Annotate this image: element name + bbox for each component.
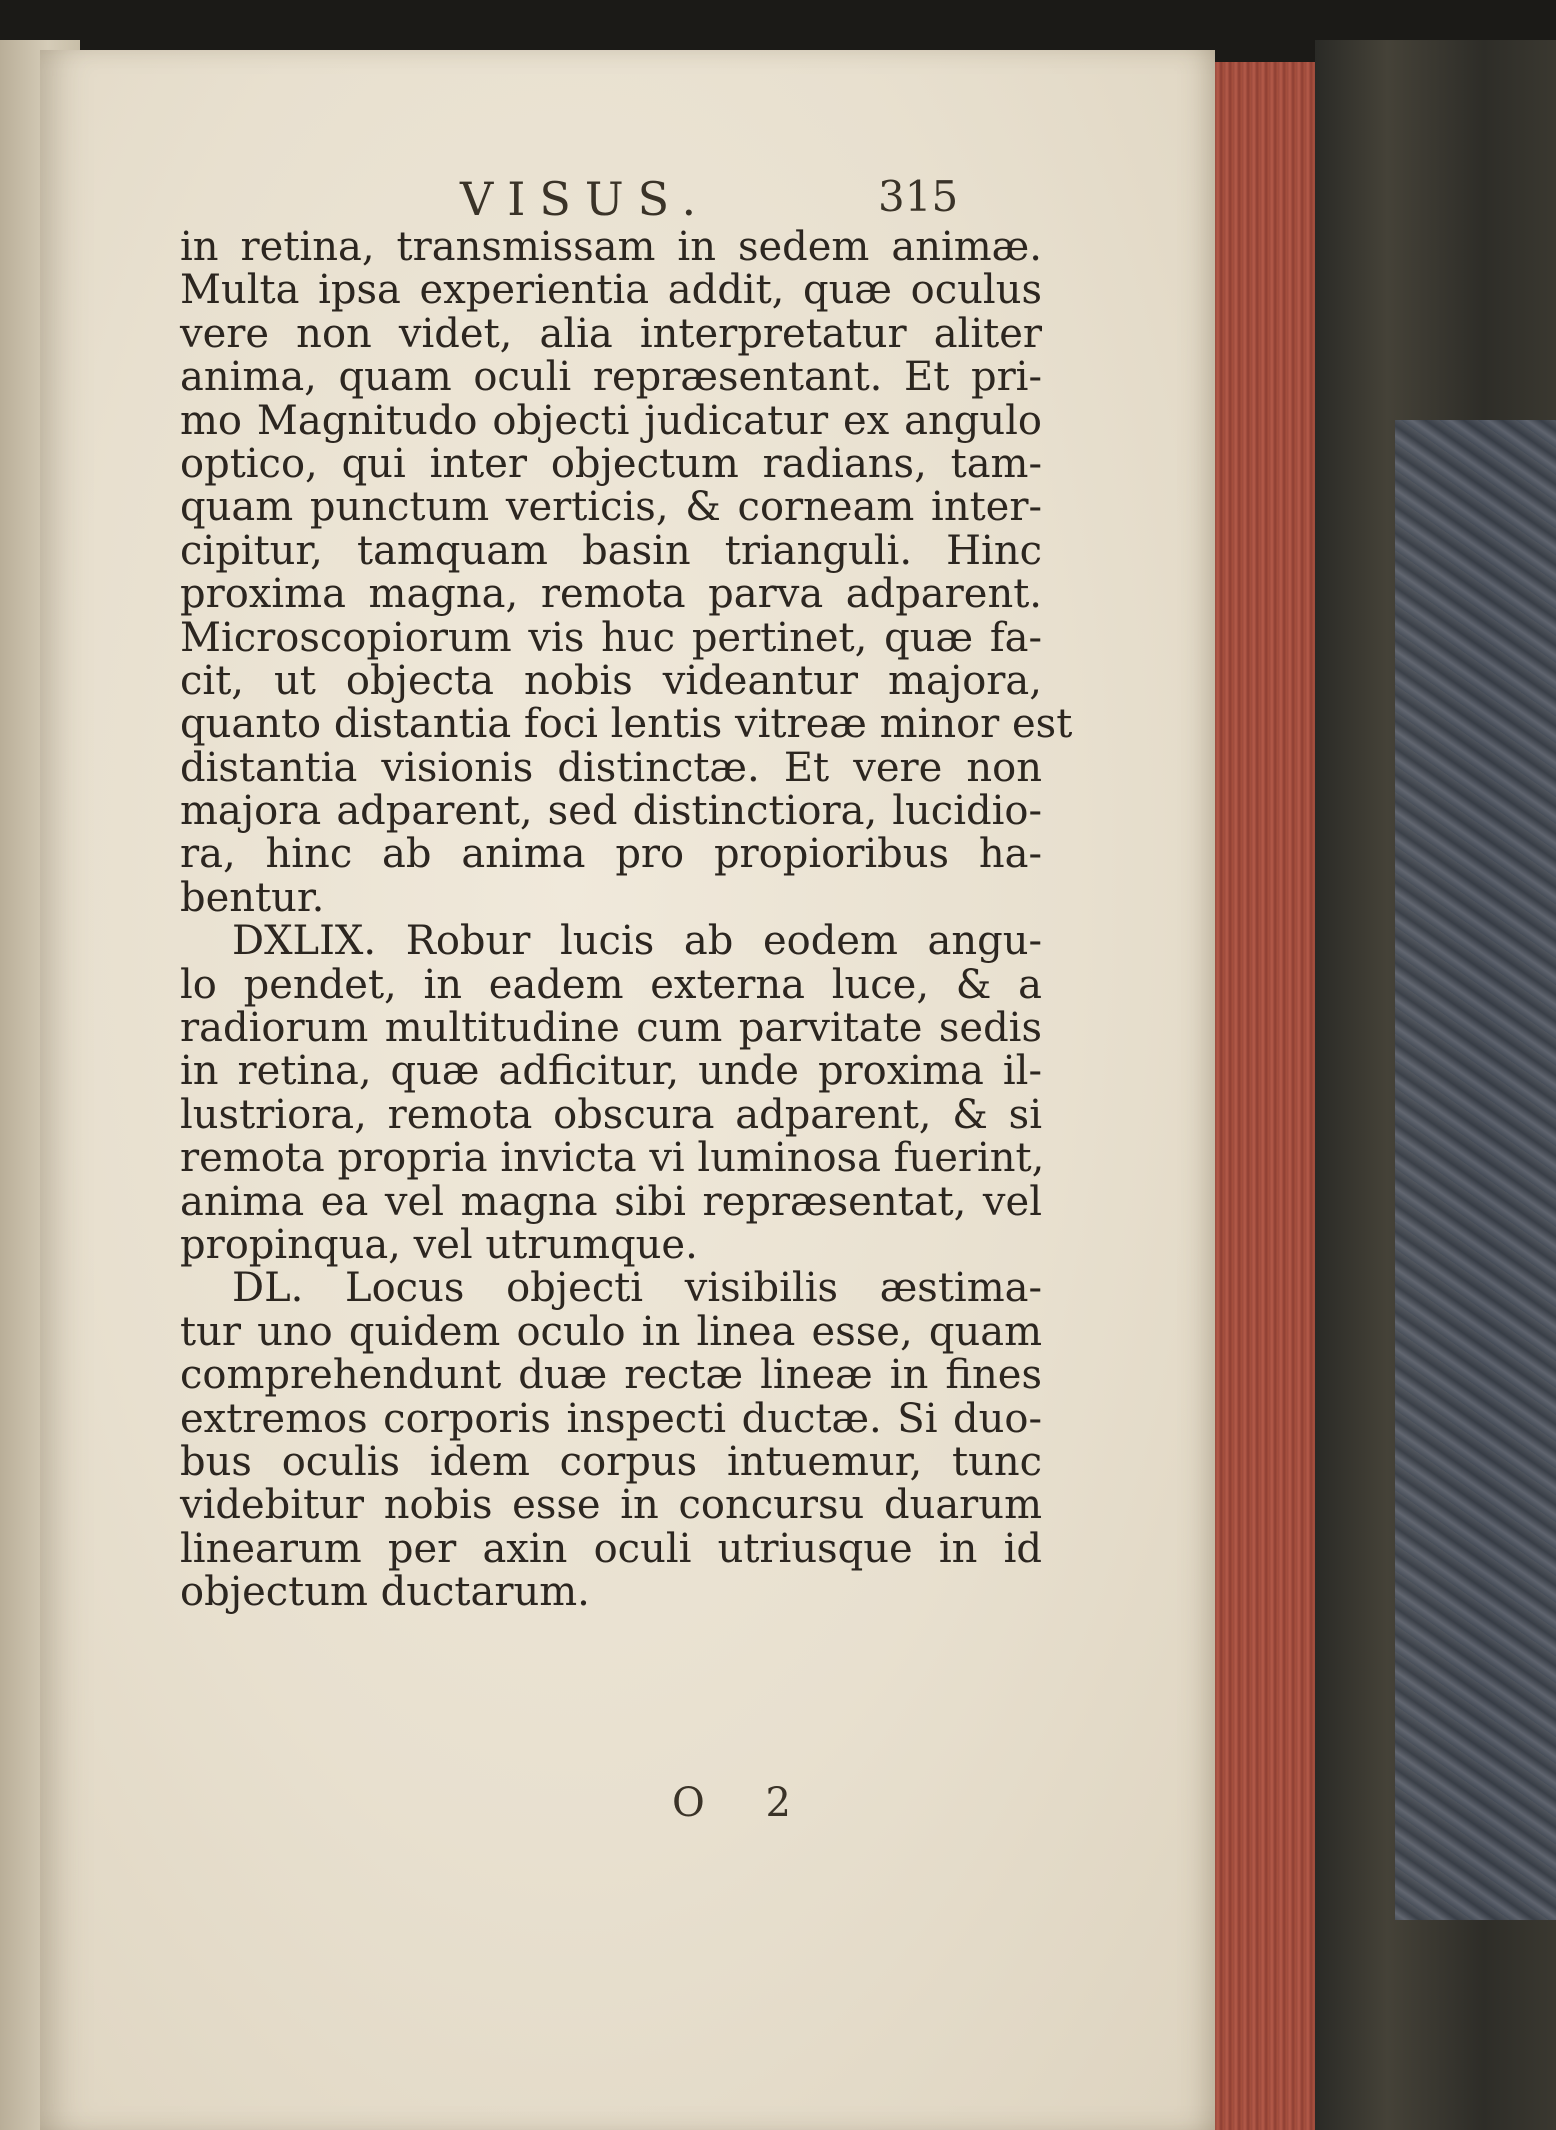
text-line: ra, hinc ab anima pro propioribus ha- <box>180 831 1042 878</box>
running-head: VISUS. <box>460 172 711 226</box>
text-line: optico, qui inter objectum radians, tam- <box>180 440 1042 487</box>
text-line: remota propria invicta vi luminosa fuerint, <box>180 1135 1045 1182</box>
text-line: radiorum multitudine cum parvitate sedis <box>180 1005 1042 1052</box>
text-line: videbitur nobis esse in concursu duarum <box>180 1482 1042 1529</box>
text-line: objectum ductarum. <box>180 1569 590 1616</box>
text-line: lustriora, remota obscura adparent, & si <box>180 1091 1042 1138</box>
text-line: cit, ut objecta nobis videantur majora, <box>180 657 1042 704</box>
text-line: lo pendet, in eadem externa luce, & a <box>180 961 1042 1008</box>
text-line: Multa ipsa experientia addit, quæ oculus <box>180 267 1042 314</box>
page-header <box>160 172 1060 232</box>
text-line: proxima magna, remota parva adparent. <box>180 571 1042 618</box>
text-line: bus oculis idem corpus intuemur, tunc <box>180 1438 1042 1485</box>
text-line: bentur. <box>180 874 325 921</box>
text-line: anima ea vel magna sibi repræsentat, vel <box>180 1178 1042 1225</box>
text-line: mo Magnitudo objecti judicatur ex angulo <box>180 397 1042 444</box>
text-line: linearum per axin oculi utriusque in id <box>180 1525 1042 1572</box>
marbled-cover <box>1395 420 1556 1920</box>
page-number: 315 <box>878 172 959 221</box>
text-line: majora adparent, sed distinctiora, lucidio- <box>180 788 1042 835</box>
text-line: quanto distantia foci lentis vitreæ minor est <box>180 701 1073 748</box>
text-line: distantia visionis distinctæ. Et vere non <box>180 744 1042 791</box>
text-line: quam punctum verticis, & corneam inter- <box>180 484 1042 531</box>
text-line: in retina, transmissam in sedem animæ. <box>180 224 1042 270</box>
text-line: in retina, quæ adficitur, unde proxima il- <box>180 1048 1042 1095</box>
text-line: propinqua, vel utrumque. <box>180 1221 698 1268</box>
text-line: Microscopiorum vis huc pertinet, quæ fa- <box>180 614 1042 661</box>
body-text <box>180 224 1073 1616</box>
text-line: anima, quam oculi repræsentant. Et pri- <box>180 354 1042 401</box>
text-line: extremos corporis inspecti ductæ. Si duo- <box>180 1395 1042 1442</box>
section-heading-line: DXLIX. Robur lucis ab eodem angu- <box>232 918 1042 965</box>
signature-mark: O 2 <box>672 1780 815 1826</box>
text-line: vere non videt, alia interpretatur aliter <box>180 310 1042 357</box>
section-heading-line: DL. Locus objecti visibilis æstima- <box>232 1265 1042 1312</box>
text-line: comprehendunt duæ rectæ lineæ in fines <box>180 1352 1042 1399</box>
text-line: cipitur, tamquam basin trianguli. Hinc <box>180 527 1042 574</box>
text-line: tur uno quidem oculo in linea esse, quam <box>180 1308 1042 1355</box>
red-page-edges <box>1215 62 1315 2130</box>
